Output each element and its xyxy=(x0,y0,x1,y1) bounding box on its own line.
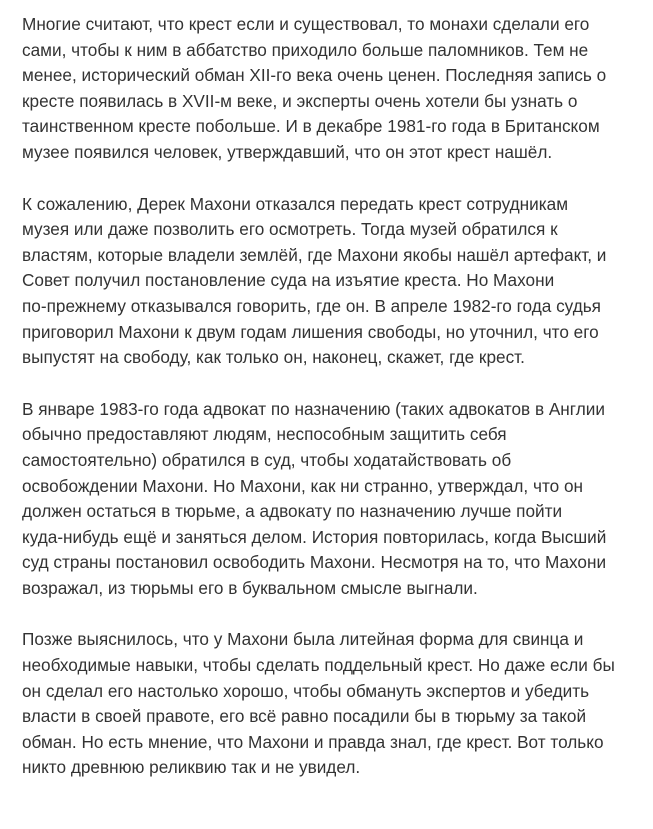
text-line: обычно предоставляют людям, неспособным защитить себя xyxy=(22,424,507,445)
text-line: сами, чтобы к ним в аббатство приходило больше паломников. Тем не xyxy=(22,39,589,60)
text-line: самостоятельно) обратился в суд, чтобы ходатайствовать об xyxy=(22,449,512,470)
text-line: Позже выяснилось, что у Махони была литейная форма для свинца и xyxy=(22,629,584,650)
text-line: приговорил Махони к двум годам лишения свободы, но уточнил, что его xyxy=(22,321,599,342)
paragraph-3 xyxy=(22,397,647,602)
paragraph-4 xyxy=(22,627,647,781)
text-line: обман. Но есть мнение, что Махони и правда знал, где крест. Вот только xyxy=(22,731,604,752)
text-line: куда-нибудь ещё и заняться делом. История повторилась, когда Высший xyxy=(22,526,607,547)
paragraph-1 xyxy=(22,12,647,166)
text-line: властям, которые владели землёй, где Махони якобы нашёл артефакт, и xyxy=(22,244,607,265)
text-line: никто древнюю реликвию так и не увидел. xyxy=(22,757,361,778)
paragraph-2 xyxy=(22,192,647,371)
text-line: необходимые навыки, чтобы сделать поддельный крест. Но даже если бы xyxy=(22,655,615,676)
text-line: суд страны постановил освободить Махони. Несмотря на то, что Махони xyxy=(22,552,607,573)
text-line: менее, исторический обман XII-го века очень ценен. Последняя запись о xyxy=(22,65,607,86)
text-line: таинственном кресте побольше. И в декабре 1981-го года в Британском xyxy=(22,116,600,137)
text-line: Совет получил постановление суда на изъятие креста. Но Махони xyxy=(22,270,555,291)
text-line: музее появился человек, утверждавший, что он этот крест нашёл. xyxy=(22,141,553,162)
text-line: он сделал его настолько хорошо, чтобы обмануть экспертов и убедить xyxy=(22,680,590,701)
text-line: по-прежнему отказывался говорить, где он. В апреле 1982-го года судья xyxy=(22,295,601,316)
text-line: Многие считают, что крест если и существовал, то монахи сделали его xyxy=(22,14,590,34)
text-line: музея или даже позволить его осмотреть. Тогда музей обратился к xyxy=(22,219,558,240)
text-line: выпустят на свободу, как только он, наконец, скажет, где крест. xyxy=(22,347,525,368)
text-line: власти в своей правоте, его всё равно посадили бы в тюрьму за такой xyxy=(22,706,587,727)
article-body xyxy=(22,12,647,807)
text-line: возражал, из тюрьмы его в буквальном смысле выгнали. xyxy=(22,577,478,598)
text-line: К сожалению, Дерек Махони отказался передать крест сотрудникам xyxy=(22,193,569,214)
text-line: кресте появилась в XVII-м веке, и эксперты очень хотели бы узнать о xyxy=(22,90,578,111)
text-line: В январе 1983-го года адвокат по назначению (таких адвокатов в Англии xyxy=(22,398,605,419)
text-line: должен остаться в тюрьме, а адвокату по назначению лучше пойти xyxy=(22,501,563,522)
text-line: освобождении Махони. Но Махони, как ни странно, утверждал, что он xyxy=(22,475,584,496)
